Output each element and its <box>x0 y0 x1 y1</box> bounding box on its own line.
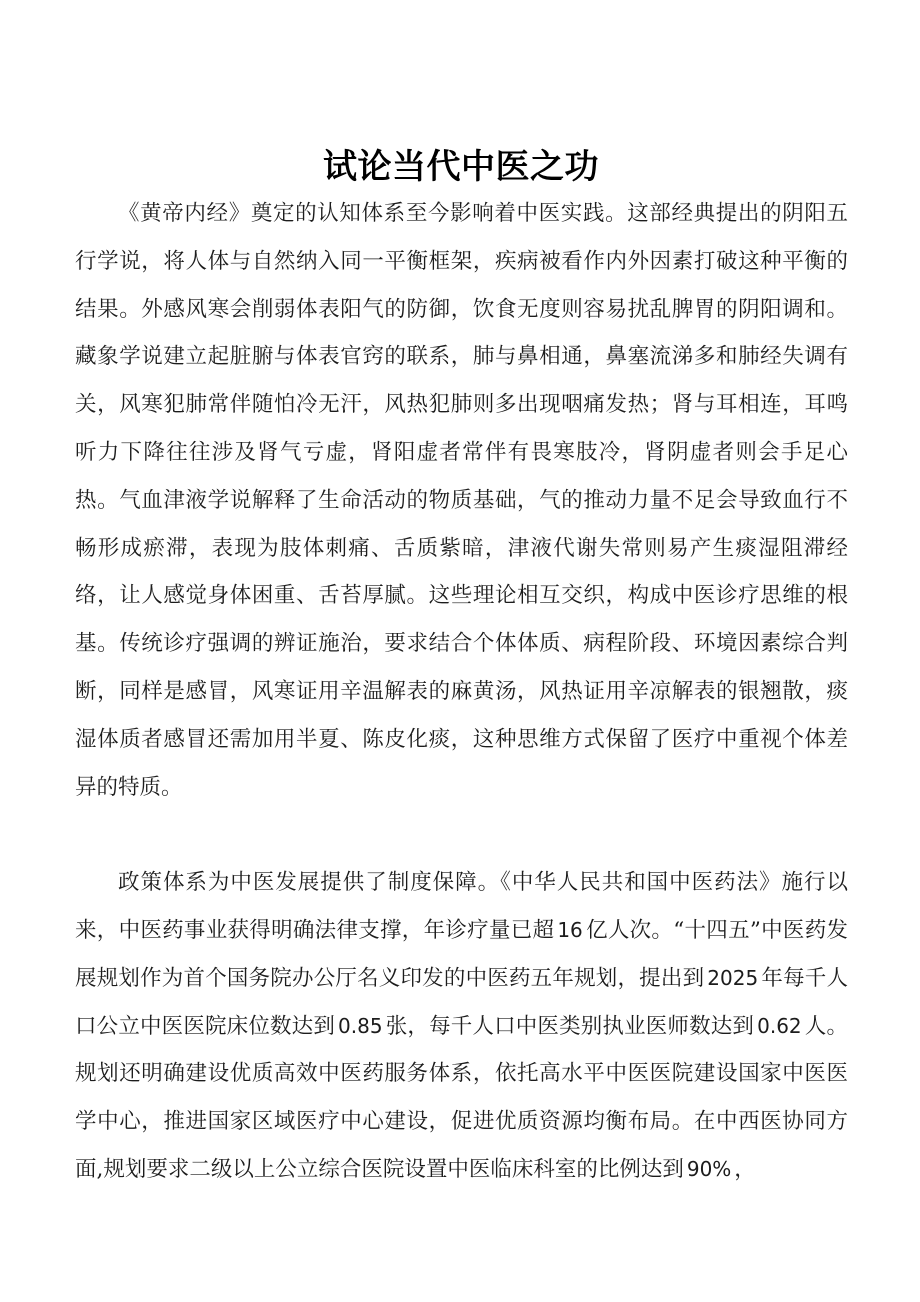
inline-figure: 0.62 <box>757 1013 802 1038</box>
inline-figure: 16 <box>557 917 583 942</box>
paragraph-theory: 《黄帝内经》奠定的认知体系至今影响着中医实践。这部经典提出的阴阳五行学说，将人体与自然纳入同一平衡框架，疾病被看作内外因素打破这种平衡的结果。外感风寒会削弱体表阳气的防御，饮食无度则容易扰乱脾胃的阴阳调和。藏象学说建立起脏腑与体表官窍的联系，肺与鼻相通，鼻塞流涕多和肺经失调有关，风寒犯肺常伴随怕冷无汗，风热犯肺则多出现咽痛发热；肾与耳相连，耳鸣听力下降往往涉及肾气亏虚，肾阳虚者常伴有畏寒肢冷，肾阴虚者则会手足心热。气血津液学说解释了生命活动的物质基础，气的推动力量不足会导致血行不畅形成瘀滞，表现为肢体刺痛、舌质紫暗，津液代谢失常则易产生痰湿阻滞经络，让人感觉身体困重、舌苔厚腻。这些理论相互交织，构成中医诊疗思维的根基。传统诊疗强调的辨证施治，要求结合个体体质、病程阶段、环境因素综合判断，同样是感冒，风寒证用辛温解表的麻黄汤，风热证用辛凉解表的银翘散，痰湿体质者感冒还需加用半夏、陈皮化痰，这种思维方式保留了医疗中重视个体差异的特质。 <box>75 201 848 800</box>
inline-figure: 90% <box>686 1156 732 1181</box>
inline-figure: 0.85 <box>338 1013 383 1038</box>
document-body <box>75 190 848 1194</box>
paragraph-policy: 政策体系为中医发展提供了制度保障。《中华人民共和国中医药法》施行以来，中医药事业获得明确法律支撑，年诊疗量已超 16 亿人次。“十四五”中医药发展规划作为首个国务院办公厅名义印发的中医药五年规划，提出到 2025 年每千人口公立中医医院床位数达到 0.85 张，每千人口中医类别执业医师数达到 0.62 人。规划还明确建设优质高效中医药服务体系，依托高水平中医医院建设国家中医医学中心，推进国家区域医疗中心建设，促进优质资源均衡布局。在中西医协同方面,规划要求二级以上公立综合医院设置中医临床科室的比例达到 90% ， <box>75 870 848 1182</box>
page-title: 试论当代中医之功 <box>323 146 599 187</box>
inline-figure: 2025 <box>707 965 759 990</box>
